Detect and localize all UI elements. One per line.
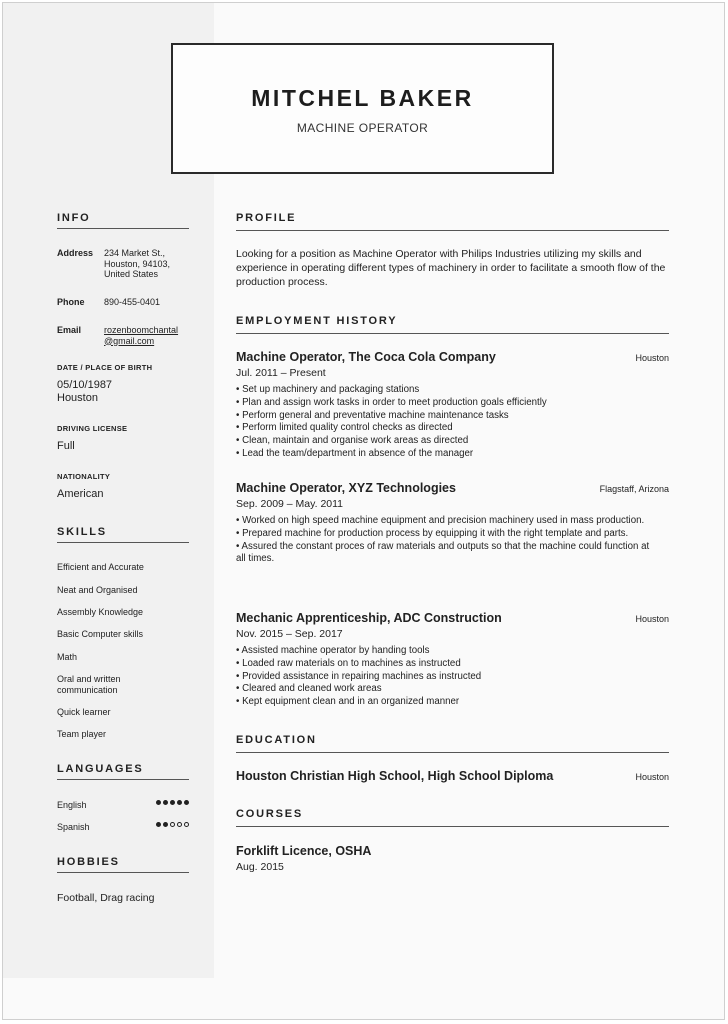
level-dot-filled — [177, 800, 182, 805]
skill-item: Oral and written communication — [57, 674, 121, 695]
hobbies-heading: HOBBIES — [57, 856, 189, 873]
education-title: Houston Christian High School, High School Diploma — [236, 769, 554, 783]
list-item: • Assisted machine operator by handing tools — [236, 645, 430, 656]
email-label: Email — [57, 325, 82, 335]
profile-heading: PROFILE — [236, 212, 669, 231]
list-item: • Perform general and preventative machine maintenance tasks — [236, 409, 509, 421]
license-value: Full — [57, 440, 75, 452]
list-item: • Lead the team/department in absence of the manager — [236, 447, 474, 459]
list-item: • Kept equipment clean and in an organized manner — [236, 696, 460, 708]
skill-item: Efficient and Accurate — [57, 562, 144, 572]
languages-heading: LANGUAGES — [57, 763, 189, 780]
email-line: rozenboomchantal — [104, 325, 179, 335]
list-item: • Set up machinery and packaging stations — [236, 384, 420, 395]
level-dot-filled — [156, 800, 161, 805]
email-line: @gmail.com — [104, 335, 155, 346]
job-location: Flagstaff, Arizona — [599, 484, 669, 494]
language-level-dots — [156, 822, 189, 827]
level-dot-filled — [163, 800, 168, 805]
profile-text: Looking for a position as Machine Operator with Philips Industries utilizing my skills and experience in operating different types of machinery in order to facilitate a smooth flow of the production process. — [236, 248, 666, 288]
address-label: Address — [57, 248, 94, 258]
language-name: English — [57, 800, 87, 810]
list-item: • Perform limited quality control checks as directed — [236, 422, 453, 434]
skills-heading: SKILLS — [57, 526, 189, 543]
job-title: Machine Operator, The Coca Cola Company — [236, 350, 496, 364]
info-heading: INFO — [57, 212, 189, 229]
skill-item: Assembly Knowledge — [57, 607, 144, 617]
dob-heading: DATE / PLACE OF BIRTH — [57, 363, 153, 372]
name-header-box — [171, 43, 554, 174]
skill-item: Neat and Organised — [57, 585, 138, 595]
license-heading: DRIVING LICENSE — [57, 424, 128, 433]
level-dot-empty — [170, 822, 175, 827]
email-link[interactable] — [104, 325, 194, 346]
address-line: Houston, 94103, — [104, 258, 171, 269]
job-title: Machine Operator, XYZ Technologies — [236, 481, 456, 495]
address-row — [57, 248, 197, 282]
education-location: Houston — [635, 772, 669, 782]
skill-item: Basic Computer skills — [57, 629, 144, 639]
nationality-value: American — [57, 488, 104, 500]
list-item: • Assured the constant proces of raw materials and outputs so that the machine could function at all times. — [236, 540, 650, 565]
list-item: • Plan and assign work tasks in order to meet production goals efficiently — [236, 396, 547, 408]
address-value — [104, 248, 194, 280]
list-item: • Clean, maintain and organise work areas as directed — [236, 435, 469, 447]
dob-value: 05/10/1987 — [57, 379, 113, 391]
phone-label: Phone — [57, 297, 85, 307]
level-dot-empty — [177, 822, 182, 827]
candidate-title: MACHINE OPERATOR — [296, 121, 429, 135]
job-dates: Nov. 2015 – Sep. 2017 — [236, 628, 343, 640]
job-bullets — [236, 515, 656, 566]
language-row — [57, 822, 189, 832]
list-item: • Prepared machine for production process by equipping it with the right template and parts. — [236, 527, 629, 539]
job-dates: Sep. 2009 – May. 2011 — [236, 498, 344, 510]
language-level-dots — [156, 800, 189, 805]
level-dot-filled — [184, 800, 189, 805]
employment-heading: EMPLOYMENT HISTORY — [236, 315, 669, 334]
job-location: Houston — [635, 614, 669, 624]
skill-item: Team player — [57, 729, 107, 739]
course-date: Aug. 2015 — [236, 861, 284, 873]
email-row — [57, 325, 197, 347]
job-title: Mechanic Apprenticeship, ADC Construction — [236, 611, 502, 625]
job-bullets — [236, 645, 656, 709]
skill-item: Quick learner — [57, 707, 111, 717]
hobbies-value: Football, Drag racing — [57, 892, 155, 904]
candidate-name: MITCHEL BAKER — [251, 85, 474, 111]
address-line: United States — [104, 269, 159, 279]
language-row — [57, 800, 189, 810]
skill-item: Math — [57, 652, 78, 662]
phone-row — [57, 297, 197, 309]
level-dot-filled — [170, 800, 175, 805]
list-item: • Provided assistance in repairing machines as instructed — [236, 670, 482, 682]
job-location: Houston — [635, 353, 669, 363]
level-dot-filled — [163, 822, 168, 827]
list-item: • Loaded raw materials on to machines as instructed — [236, 657, 461, 669]
list-item: • Worked on high speed machine equipment and precision machinery used in mass production. — [236, 515, 645, 526]
education-heading: EDUCATION — [236, 734, 669, 753]
level-dot-empty — [184, 822, 189, 827]
address-line: 234 Market St., — [104, 248, 166, 258]
nationality-heading: NATIONALITY — [57, 472, 111, 481]
course-title: Forklift Licence, OSHA — [236, 844, 372, 858]
list-item: • Cleared and cleaned work areas — [236, 683, 382, 695]
job-dates: Jul. 2011 – Present — [236, 367, 326, 379]
level-dot-filled — [156, 822, 161, 827]
language-name: Spanish — [57, 822, 90, 832]
job-bullets — [236, 384, 656, 461]
birthplace-value: Houston — [57, 392, 98, 404]
phone-value: 890-455-0401 — [104, 297, 161, 307]
courses-heading: COURSES — [236, 808, 669, 827]
